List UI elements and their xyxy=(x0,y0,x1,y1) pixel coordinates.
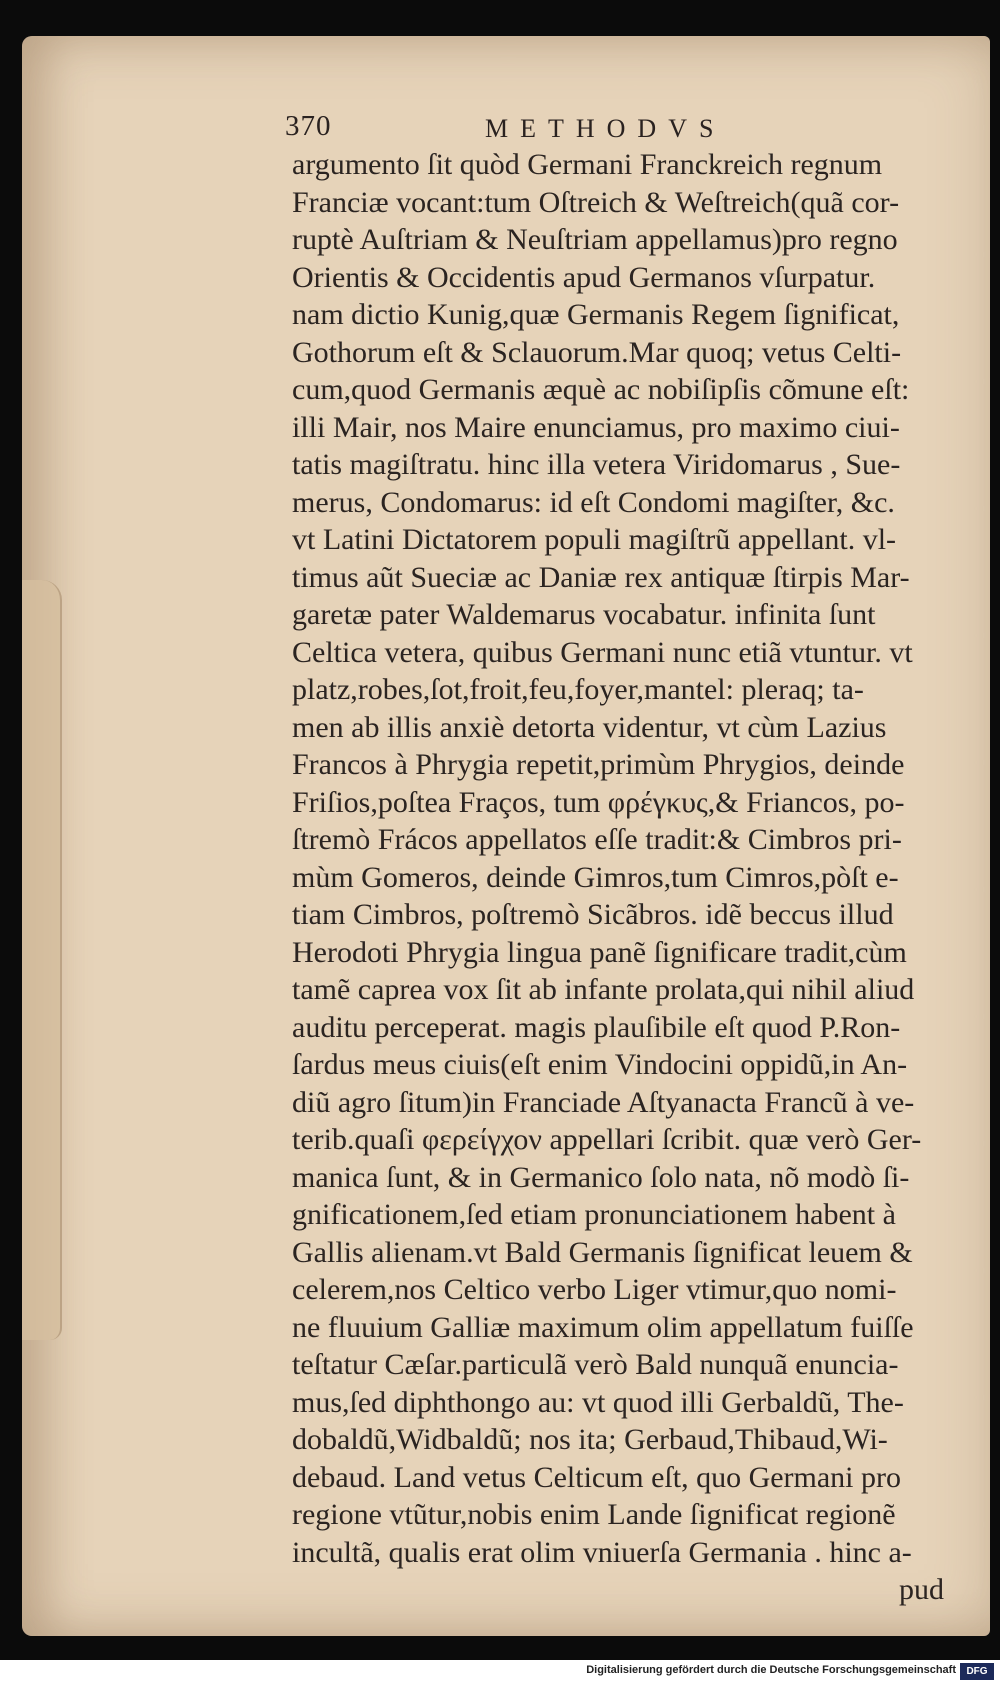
text-line: illi Mair, nos Maire enunciamus, pro maximo ciui- xyxy=(292,410,900,444)
body-text xyxy=(292,146,944,1609)
text-line: debaud. Land vetus Celticum eſt, quo Germani pro xyxy=(292,1460,902,1494)
text-line: vt Latini Dictatorem populi magiſtrũ appellant. vl- xyxy=(292,523,897,556)
text-line: regione vtũtur,nobis enim Lande ſignificat regionẽ xyxy=(292,1498,896,1531)
text-line: teſtatur Cæſar.particulã verò Bald nunquã enuncia- xyxy=(292,1348,899,1381)
text-line: mùm Gomeros, deinde Gimros,tum Cimros,pòſt e- xyxy=(292,860,899,894)
text-line: tiam Cimbros, poſtremò Sicãbros. idẽ beccus illud xyxy=(292,898,894,931)
text-line: Franciæ vocant:tum Oſtreich & Weſtreich(quã cor- xyxy=(292,185,900,219)
text-line: ſardus meus ciuis(eſt enim Vindocini oppidũ,in An- xyxy=(292,1048,908,1081)
text-line: Gallis alienam.vt Bald Germanis ſignificat leuem & xyxy=(292,1235,913,1269)
dfg-logo: DFG xyxy=(960,1663,994,1680)
text-line: garetæ pater Waldemarus vocabatur. infinita ſunt xyxy=(292,598,876,631)
text-line: Orientis & Occidentis apud Germanos vſurpatur. xyxy=(292,260,876,294)
text-line: tatis magiſtratu. hinc illa vetera Viridomarus , Sue- xyxy=(292,448,901,481)
text-line: ruptè Auſtriam & Neuſtriam appellamus)pro regno xyxy=(292,223,898,256)
text-line: incultã, qualis erat olim vniuerſa Germania . hinc a- xyxy=(292,1535,912,1569)
text-line: Friſios,poſtea Fraços, tum φρέγκυς,& Friancos, po- xyxy=(292,785,905,819)
text-line: cum,quod Germanis æquè ac nobiſipſis cõmune eſt: xyxy=(292,373,910,406)
text-line: celerem,nos Celtico verbo Liger vtimur,quo nomi- xyxy=(292,1273,897,1306)
text-line: dobaldũ,Widbaldũ; nos ita; Gerbaud,Thibaud,Wi- xyxy=(292,1423,888,1456)
text-line: men ab illis anxiè detorta videntur, vt cùm Lazius xyxy=(292,710,887,744)
text-line: manica ſunt, & in Germanico ſolo nata, nõ modò ſi- xyxy=(292,1160,910,1194)
text-line: Gothorum eſt & Sclauorum.Mar quoq; vetus Celti- xyxy=(292,335,902,369)
text-line: ne fluuium Galliæ maximum olim appellatum fuiſſe xyxy=(292,1310,914,1344)
text-line: diũ agro ſitum)in Franciade Aſtyanacta Francũ à ve- xyxy=(292,1085,915,1119)
text-line: mus,ſed diphthongo au: vt quod illi Gerbaldũ, The- xyxy=(292,1385,904,1419)
text-line: nam dictio Kunig,quæ Germanis Regem ſignificat, xyxy=(292,298,900,331)
text-line: timus aũt Sueciæ ac Daniæ rex antiquæ ſtirpis Mar- xyxy=(292,560,910,594)
text-line: Francos à Phrygia repetit,primùm Phrygios, deinde xyxy=(292,748,905,781)
text-line: Celtica vetera, quibus Germani nunc etiã vtuntur. vt xyxy=(292,635,913,669)
running-title: METHODVS xyxy=(485,114,726,143)
text-line: ſtremò Frácos appellatos eſſe tradit:& Cimbros pri- xyxy=(292,823,902,856)
text-line: terib.quaſi φερείγχον appellari ſcribit. quæ verò Ger- xyxy=(292,1123,922,1156)
footer-bar xyxy=(0,1660,1000,1685)
text-line: Herodoti Phrygia lingua panẽ ſignificare tradit,cùm xyxy=(292,935,907,969)
text-line: auditu perceperat. magis plauſibile eſt quod P.Ron- xyxy=(292,1010,901,1044)
text-line: platz,robes,ſot,froit,feu,foyer,mantel: pleraq; ta- xyxy=(292,673,864,706)
text-line: merus, Condomarus: id eſt Condomi magiſter, &c. xyxy=(292,485,895,519)
text-line: tamẽ caprea vox ſit ab infante prolata,qui nihil aliud xyxy=(292,973,915,1006)
torn-page-edge xyxy=(22,580,62,1340)
text-line: gnificationem,ſed etiam pronunciationem habent à xyxy=(292,1198,896,1231)
text-line: argumento ſit quòd Germani Franckreich regnum xyxy=(292,148,883,181)
page-number: 370 xyxy=(285,110,332,142)
text-line: pud xyxy=(899,1573,944,1606)
footer-credit: Digitalisierung gefördert durch die Deutsche Forschungsgemeinschaft xyxy=(586,1664,956,1676)
